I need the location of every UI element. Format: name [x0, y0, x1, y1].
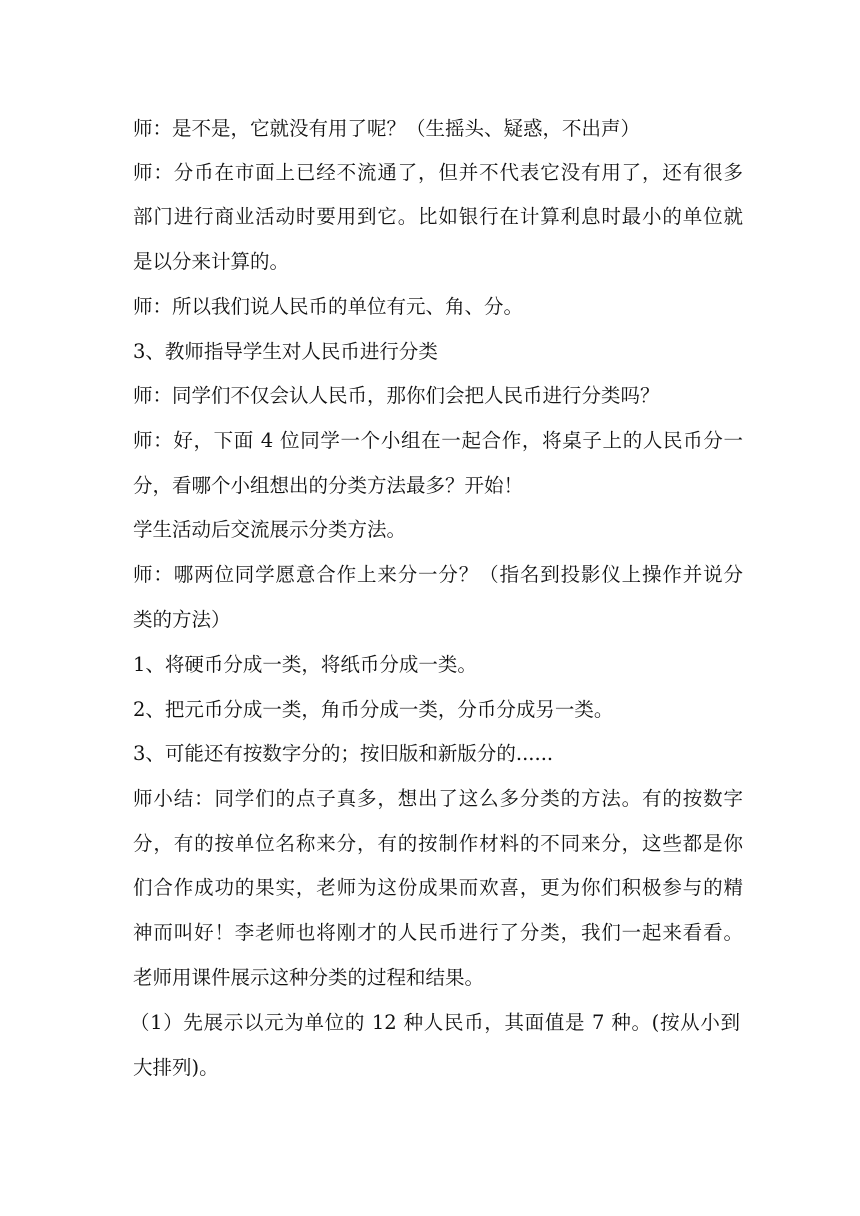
- text-line: 分，看哪个小组想出的分类方法最多？开始！: [133, 474, 524, 497]
- text-line: 神而叫好！李老师也将刚才的人民币进行了分类，我们一起来看看。: [133, 921, 743, 944]
- list-item: 2、把元币分成一类，角币分成一类，分币分成另一类。: [133, 698, 614, 721]
- text-line: 师：同学们不仅会认人民币，那你们会把人民币进行分类吗？: [133, 384, 660, 407]
- text-line: 师：哪两位同学愿意合作上来分一分？（指名到投影仪上操作并说分: [133, 563, 743, 586]
- text-line: （1）先展示以元为单位的 12 种人民币，其面值是 7 种。(按从小到: [130, 1011, 740, 1034]
- text-line: 部门进行商业活动时要用到它。比如银行在计算利息时最小的单位就: [133, 205, 743, 228]
- text-line: 师：是不是，它就没有用了呢？（生摇头、疑惑，不出声）: [133, 117, 641, 140]
- text-line: 师：好，下面 4 位同学一个小组在一起合作，将桌子上的人民币分一: [133, 429, 743, 452]
- text-line: 分，有的按单位名称来分，有的按制作材料的不同来分，这些都是你: [133, 832, 743, 855]
- text-line: 师小结：同学们的点子真多，想出了这么多分类的方法。有的按数字: [133, 787, 743, 810]
- list-item: 3、可能还有按数字分的；按旧版和新版分的......: [133, 742, 554, 765]
- text-line: 师：分币在市面上已经不流通了，但并不代表它没有用了，还有很多: [133, 161, 743, 184]
- text-line: 老师用课件展示这种分类的过程和结果。: [133, 966, 485, 989]
- text-line: 是以分来计算的。: [133, 250, 290, 273]
- section-heading: 3、教师指导学生对人民币进行分类: [133, 340, 438, 363]
- text-line: 师：所以我们说人民币的单位有元、角、分。: [133, 295, 524, 318]
- list-item: 1、将硬币分成一类，将纸币分成一类。: [133, 653, 477, 676]
- text-line: 们合作成功的果实，老师为这份成果而欢喜，更为你们积极参与的精: [133, 876, 743, 899]
- text-line: 类的方法）: [133, 608, 231, 631]
- text-line: 大排列)。: [133, 1056, 219, 1079]
- text-line: 学生活动后交流展示分类方法。: [133, 518, 407, 541]
